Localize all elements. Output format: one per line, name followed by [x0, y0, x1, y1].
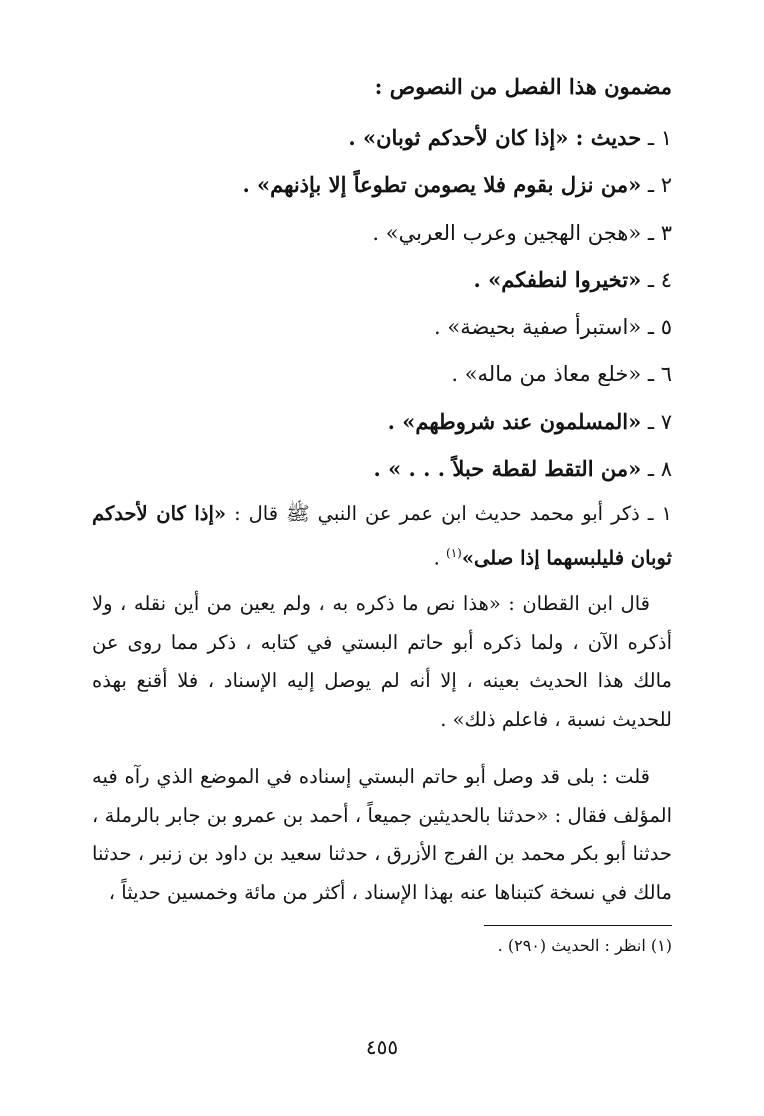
topic-number: ٢ ـ — [647, 173, 672, 198]
topic-text: «من التقط لقطة حبلاً . . . » . — [373, 456, 642, 482]
topic-text: «خلع معاذ من ماله» . — [451, 362, 642, 387]
topic-text: «المسلمون عند شروطهم» . — [387, 408, 642, 434]
topic-item — [92, 307, 672, 354]
hadith-end: . — [433, 546, 447, 569]
topic-item — [92, 260, 672, 307]
footnote-divider — [484, 925, 672, 926]
topic-text: «من نزل بقوم فلا يصومن تطوعاً إلا بإذنهم» . — [242, 172, 642, 198]
topic-number: ٨ ـ — [647, 457, 672, 482]
topic-number: ٥ ـ — [647, 315, 672, 340]
hadith-quote: «إذا كان لأحدكم ثوبان فليلبسهما إذا صلى» — [92, 502, 672, 569]
topic-number: ٤ ـ — [647, 267, 672, 292]
hadith-paragraph — [92, 495, 672, 578]
ibn-qattan-text: قال ابن القطان : «هذا نص ما ذكره به ، ولم يعين من أين نقله ، ولا أذكره الآن ، ولما ذكره أبو حاتم البستي في كتابه ، ذكر مما روى عن مالك هذا الحديث بعينه ، إلا أنه لم يوصل إليه الإسناد ، فلا أقنع بهذه للحديث نسبة ، فاعلم ذلك» . — [92, 592, 672, 731]
topics-list — [92, 118, 672, 496]
topic-item — [92, 213, 672, 260]
author-note-text: قلت : بلى قد وصل أبو حاتم البستي إسناده في الموضع الذي رآه فيه المؤلف فقال : «حدثنا بالحديثين جميعاً ، أحمد بن عمرو بن جابر بالرملة ، حدثنا أبو بكر محمد بن الفرج الأزرق ، حدثنا سعيد بن داود بن زنبر ، حدثنا مالك في نسخة كتبناها عنه بهذا الإسناد ، أكثر من مائة وخمسين حديثاً ، — [92, 765, 672, 904]
topic-text: «استبرأ صفية بحيضة» . — [434, 315, 642, 340]
topic-item — [92, 118, 672, 165]
ibn-qattan-paragraph — [92, 585, 672, 739]
topic-number: ٧ ـ — [647, 409, 672, 434]
footnote-ref: (١) — [446, 545, 462, 560]
topic-number: ١ ـ — [647, 126, 672, 150]
section-heading: مضمون هذا الفصل من النصوص : — [374, 74, 672, 99]
footnote: (١) انظر : الحديث (٢٩٠) . — [497, 936, 672, 955]
topic-number: ٦ ـ — [647, 362, 672, 387]
topic-item — [92, 402, 672, 449]
hadith-lead: ١ ـ ذكر أبو محمد حديث ابن عمر عن النبي ﷺ قال : — [226, 502, 672, 525]
topic-text: «هجن الهجين وعرب العربي» . — [372, 220, 642, 245]
topic-text: حديث : «إذا كان لأحدكم ثوبان» . — [348, 125, 642, 150]
topic-text: «تخيروا لنطفكم» . — [473, 266, 642, 292]
page-number: ٤٥٥ — [365, 1035, 399, 1059]
topic-item — [92, 165, 672, 212]
topic-number: ٣ ـ — [647, 220, 672, 245]
topic-item — [92, 449, 672, 496]
topic-item — [92, 354, 672, 401]
author-note-paragraph — [92, 758, 672, 912]
